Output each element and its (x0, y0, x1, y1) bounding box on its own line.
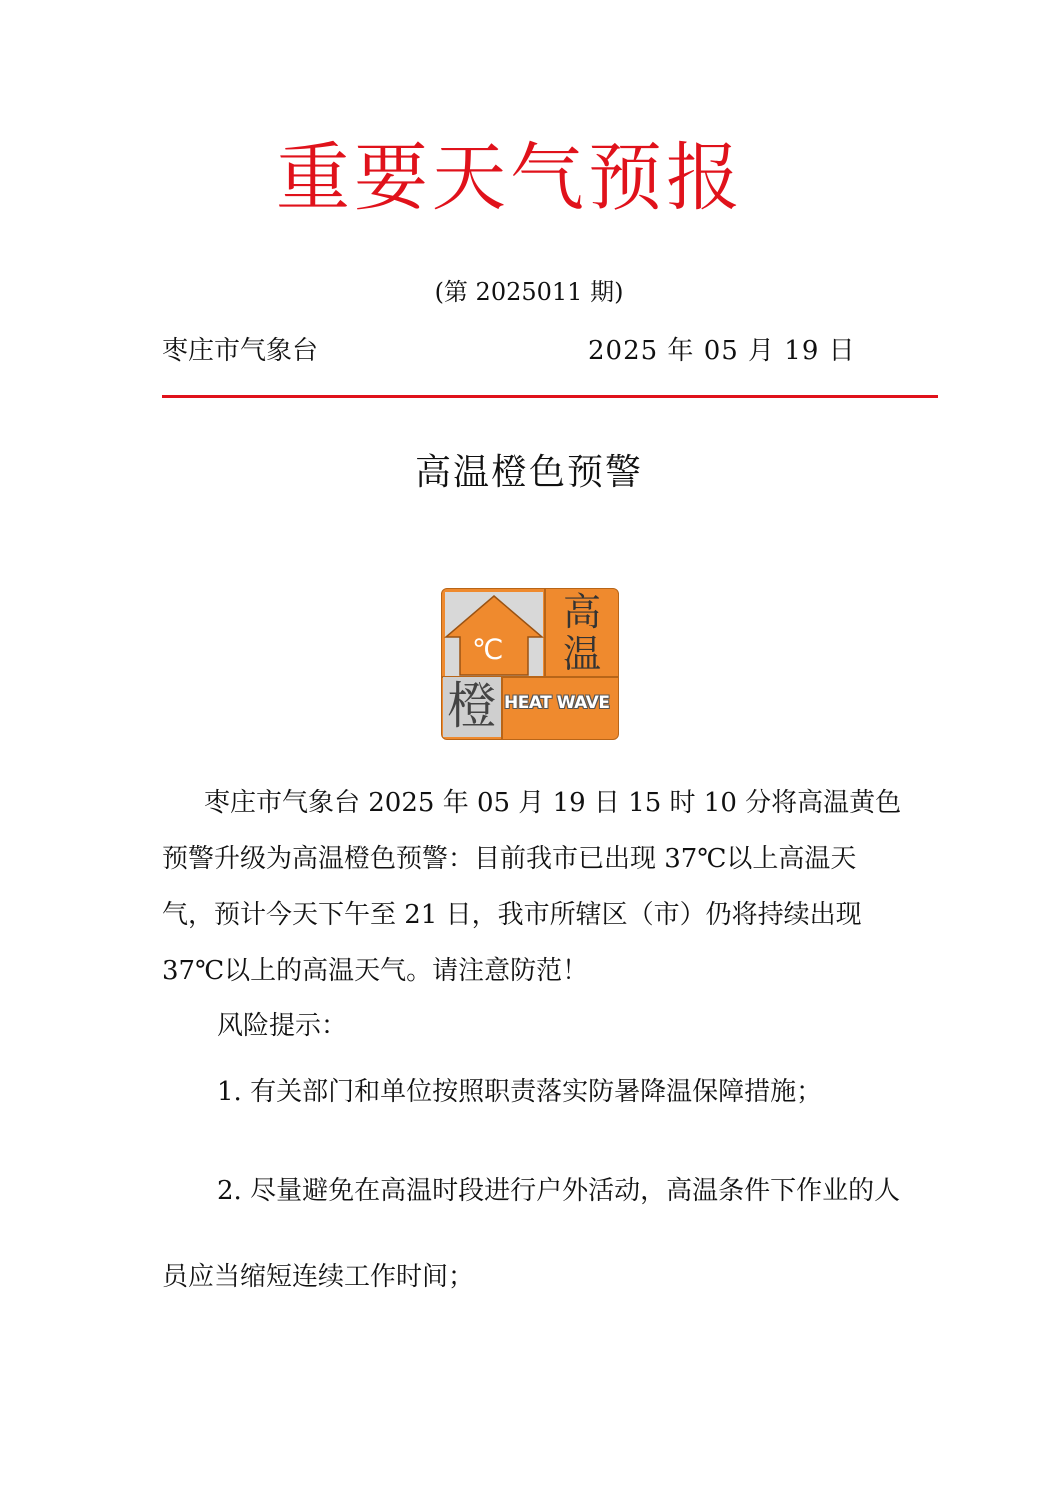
warning-paragraph: 枣庄市气象台 2025 年 05 月 19 日 15 时 10 分将高温黄色预警升级为高温橙色预警：目前我市已出现 37℃以上高温天气，预计今天下午至 21 日，我市所辖区（市）仍将持续出现 37℃以上的高温天气。请注意防范！ (162, 788, 902, 986)
celsius-symbol: ℃ (472, 633, 504, 666)
risk-tip-item: 1. 有关部门和单位按照职责落实防暑降温保障措施； (217, 1077, 823, 1107)
badge-type-label: 高温 (562, 590, 601, 676)
heat-wave-orange-warning-icon (441, 588, 619, 740)
document-title: 高温橙色预警 (414, 452, 643, 493)
header-divider (162, 395, 938, 398)
risk-tips-heading: 风险提示： (217, 1011, 348, 1041)
issue-date: 2025 年 05 月 19 日 (588, 336, 856, 366)
issuer: 枣庄市气象台 (162, 336, 319, 366)
badge-english-label: HEAT WAVE (504, 693, 610, 713)
issue-number: (第 2025011 期) (434, 278, 624, 306)
masthead-title: 重要天气预报 (276, 135, 744, 221)
risk-tip-item: 2. 尽量避免在高温时段进行户外活动，高温条件下作业的人员应当缩短连续工作时间； (162, 1176, 901, 1292)
badge-level-label: 橙 (443, 677, 501, 737)
